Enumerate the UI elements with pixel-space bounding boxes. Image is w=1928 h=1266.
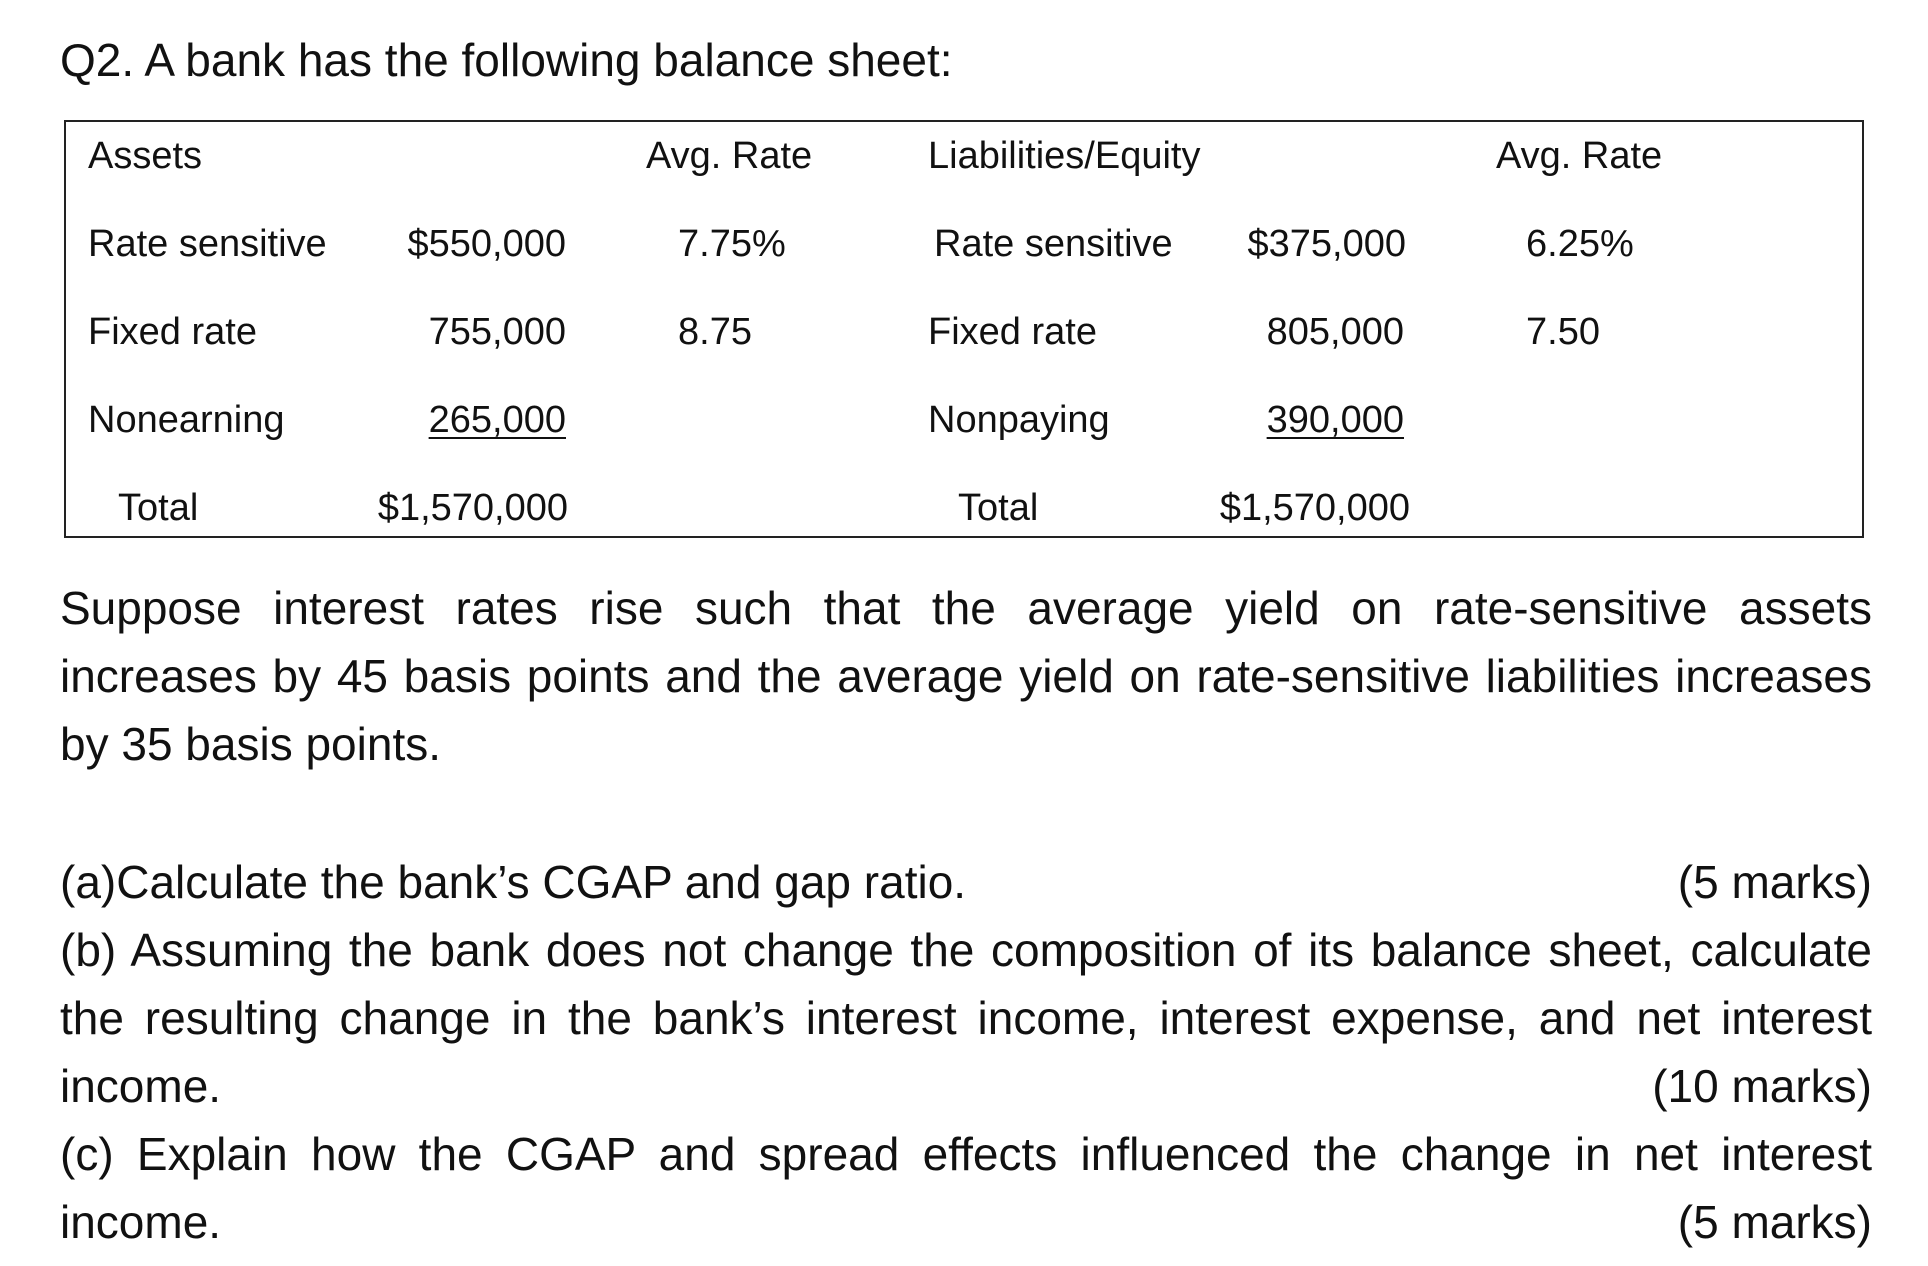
part-c-text-end: income. [60,1196,222,1248]
asset-label: Fixed rate [88,311,257,353]
liability-total-amount: $1,570,000 [1219,487,1410,529]
asset-rate: 8.75 [678,311,752,353]
liability-label: Fixed rate [928,311,1097,353]
asset-rate: 7.75% [678,223,786,265]
header-assets: Assets [88,135,203,177]
part-b-text-end: income. [60,1060,222,1112]
part-c-line-1: (c) Explain how the CGAP and spread effects influenced the change in net interest [60,1128,1872,1180]
asset-amount: 755,000 [428,311,566,353]
asset-total-amount: $1,570,000 [377,487,568,529]
part-b-line-3 [60,1052,1872,1120]
asset-label: Rate sensitive [88,223,327,265]
part-c-line-2 [60,1188,1872,1256]
scenario-paragraph: Suppose interest rates rise such that the average yield on rate-sensitive assets increases by 45 basis points and the average yield on rate-sensitive liabilities increases by 35 basis points. [60,582,1872,770]
part-c-marks: (5 marks) [1677,1196,1872,1248]
liability-rate: 7.50 [1526,311,1600,353]
part-a-marks: (5 marks) [1677,856,1872,908]
part-b-line-2: the resulting change in the bank’s interest income, interest expense, and net interest [60,992,1872,1044]
liability-amount: 390,000 [1266,399,1404,441]
asset-label: Nonearning [88,399,285,441]
liability-label: Nonpaying [928,399,1110,441]
liability-amount: $375,000 [1247,223,1406,265]
liability-amount: 805,000 [1266,311,1404,353]
part-a-text: (a)Calculate the bank’s CGAP and gap ratio. [60,856,967,908]
asset-amount: 265,000 [428,399,566,441]
part-a [60,848,1872,916]
liability-rate: 6.25% [1526,223,1634,265]
header-assets-rate: Avg. Rate [646,135,813,177]
asset-total-label: Total [118,487,199,529]
header-liabilities: Liabilities/Equity [928,135,1201,177]
balance-sheet-table [64,120,1864,538]
liability-label: Rate sensitive [934,223,1173,265]
header-liabilities-rate: Avg. Rate [1496,135,1663,177]
part-b-marks: (10 marks) [1652,1060,1872,1112]
liability-total-label: Total [958,487,1039,529]
asset-amount: $550,000 [407,223,566,265]
question-title: Q2. A bank has the following balance sheet: [60,34,953,86]
part-b-line-1: (b) Assuming the bank does not change the composition of its balance sheet, calculate [60,924,1872,976]
